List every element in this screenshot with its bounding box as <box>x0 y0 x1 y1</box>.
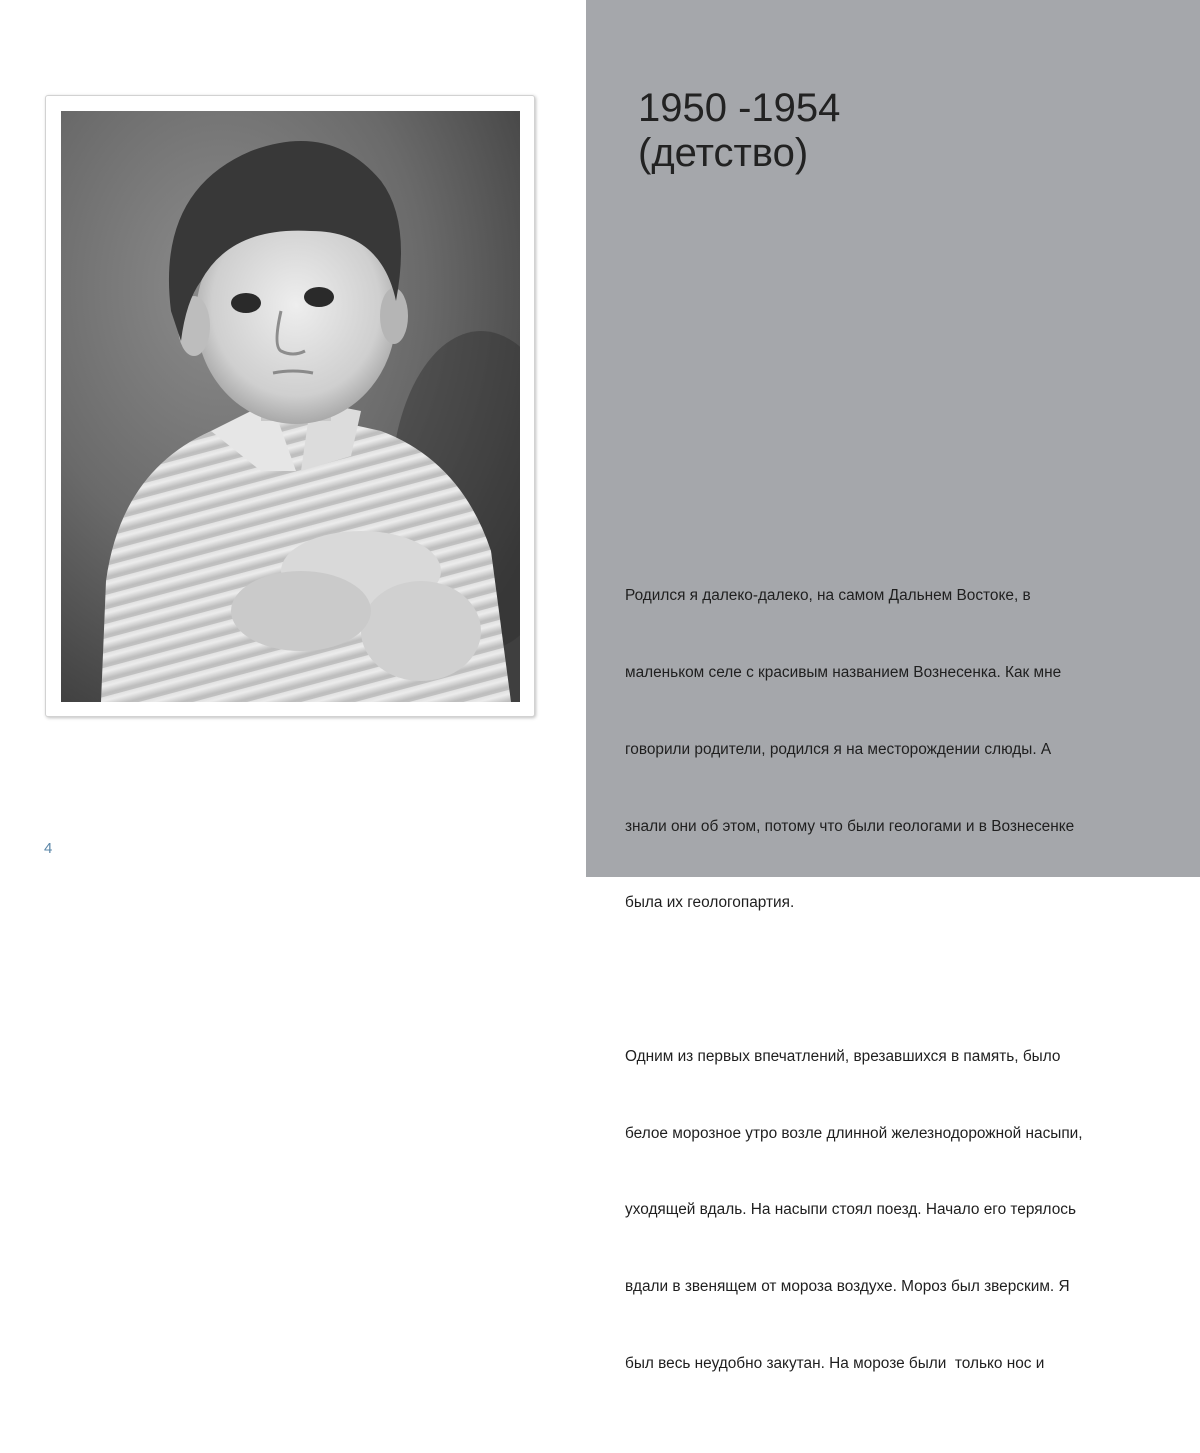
text-line: была их геологопартия. <box>625 894 795 912</box>
chapter-years: 1950 -1954 <box>638 86 841 130</box>
portrait-photo <box>61 111 520 702</box>
photo-frame <box>45 95 535 717</box>
page-number: 4 <box>44 840 53 857</box>
text-line: Родился я далеко-далеко, на самом Дальнем Востоке, в <box>625 587 1031 605</box>
portrait-photo-icon <box>61 111 520 702</box>
chapter-subtitle: (детство) <box>638 131 809 175</box>
text-line: знали они об этом, потому что были геологами и в Вознесенке <box>625 817 1075 835</box>
text-line: белое морозное утро возле длинной железнодорожной насыпи, <box>625 1124 1083 1142</box>
left-page <box>0 0 586 877</box>
body-text <box>625 532 1165 1453</box>
text-line: вдали в звенящем от мороза воздухе. Мороз был зверским. Я <box>625 1278 1070 1296</box>
text-line: уходящей вдаль. На насыпи стоял поезд. Начало его терялось <box>625 1201 1076 1219</box>
text-line: говорили родители, родился я на месторождении слюды. А <box>625 740 1052 758</box>
text-line: маленьком селе с красивым названием Вознесенка. Как мне <box>625 663 1062 681</box>
paragraph-1 <box>625 532 1165 967</box>
text-line: Одним из первых впечатлений, врезавшихся в память, было <box>625 1047 1061 1065</box>
text-line: был весь неудобно закутан. На морозе были только нос и <box>625 1355 1045 1372</box>
chapter-title <box>638 86 840 176</box>
paragraph-2 <box>625 993 1165 1428</box>
